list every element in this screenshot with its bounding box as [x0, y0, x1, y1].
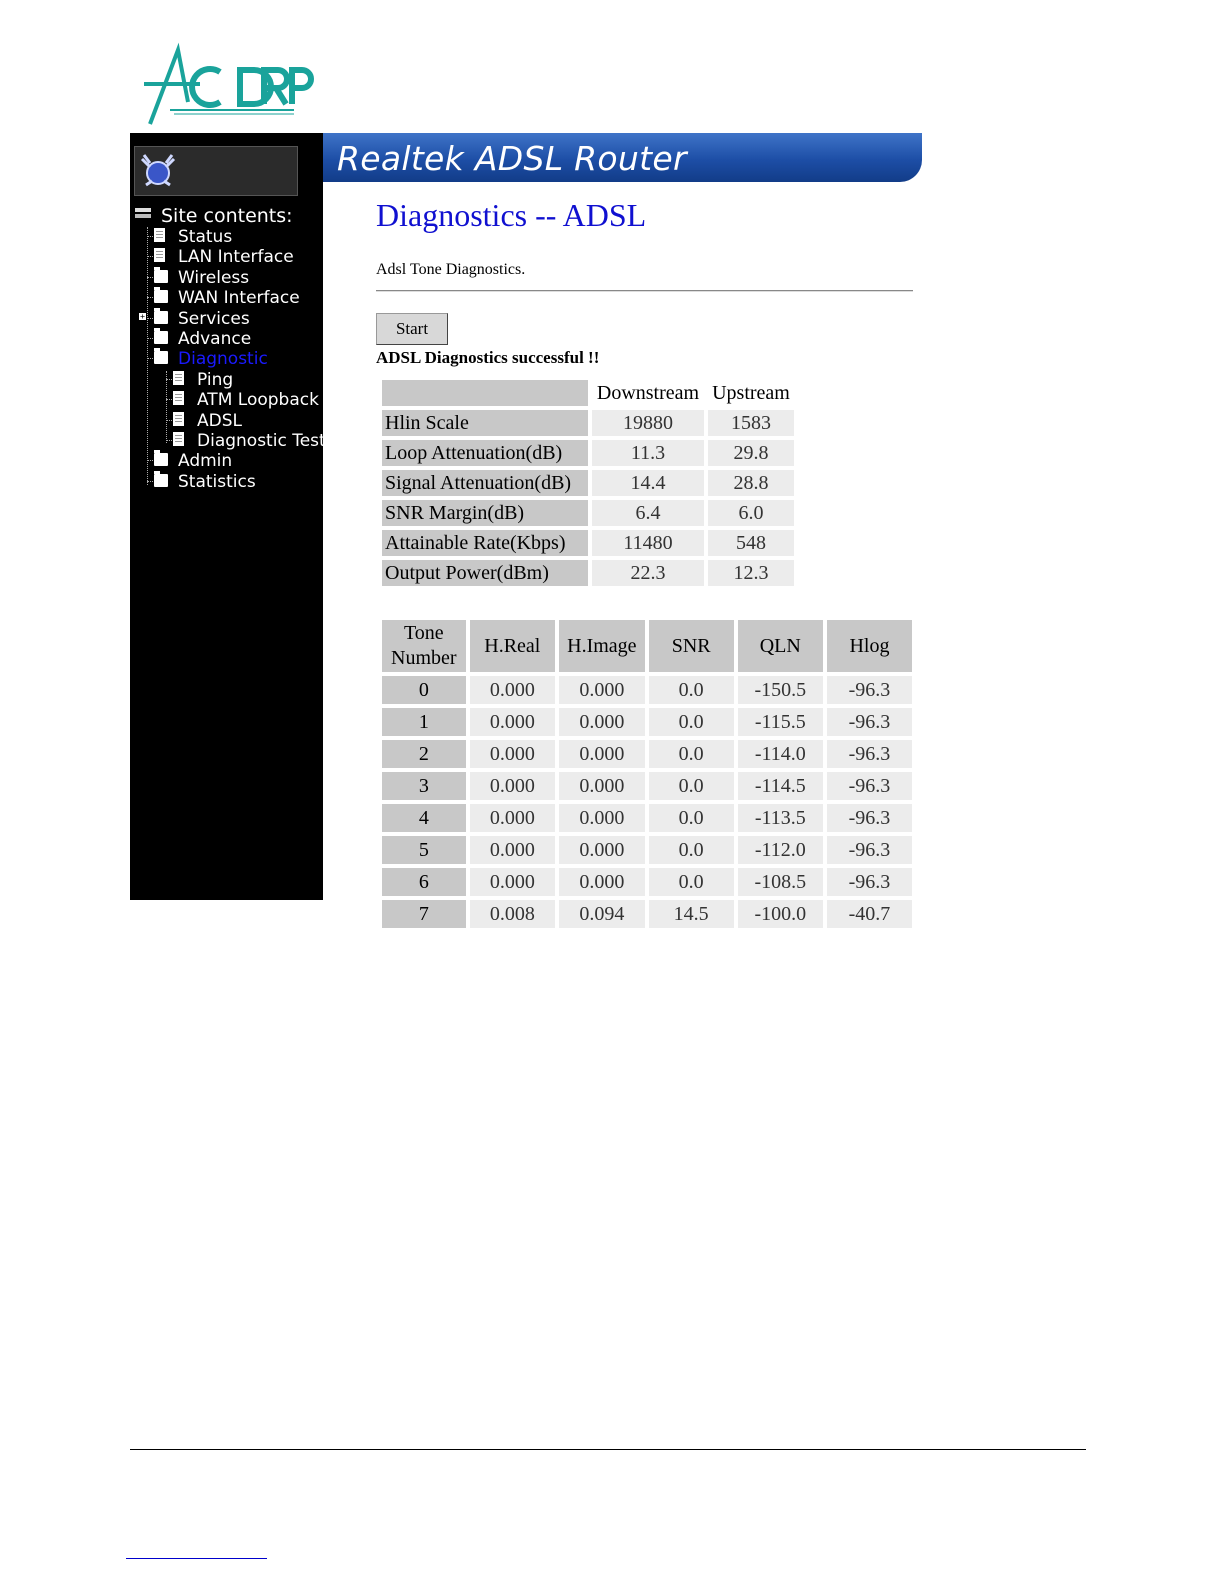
folder-open-icon — [154, 351, 168, 364]
qln-value: -100.0 — [738, 900, 823, 928]
sidebar-item-admin[interactable] — [130, 451, 323, 471]
site-contents-label: Site contents: — [161, 205, 293, 227]
expand-icon[interactable]: + — [140, 311, 145, 321]
upstream-value: 12.3 — [708, 560, 794, 586]
downstream-value: 6.4 — [592, 500, 704, 526]
header-banner — [323, 133, 922, 182]
sidebar-item-label: WAN Interface — [178, 288, 300, 309]
sidebar — [130, 133, 326, 900]
qln-header: QLN — [738, 620, 823, 672]
himage-value: 0.000 — [559, 708, 645, 736]
himage-value: 0.000 — [559, 836, 645, 864]
qln-value: -114.5 — [738, 772, 823, 800]
himage-value: 0.000 — [559, 740, 645, 768]
himage-value: 0.000 — [559, 772, 645, 800]
hreal-value: 0.000 — [470, 708, 555, 736]
tone-row — [382, 740, 912, 768]
start-button[interactable]: Start — [376, 313, 448, 345]
realtek-logo — [134, 146, 298, 196]
hreal-header: H.Real — [470, 620, 555, 672]
tone-table — [378, 616, 916, 932]
summary-label: Output Power(dBm) — [382, 560, 588, 586]
hlog-value: -96.3 — [827, 868, 912, 896]
footer-rule — [130, 1449, 1086, 1450]
upstream-value: 1583 — [708, 410, 794, 436]
hlog-value: -40.7 — [827, 900, 912, 928]
snr-value: 0.0 — [649, 804, 734, 832]
status-message: ADSL Diagnostics successful !! — [376, 348, 600, 367]
sidebar-item-lan-interface[interactable] — [130, 247, 323, 267]
tone-row — [382, 676, 912, 704]
sidebar-item-services[interactable] — [130, 309, 323, 329]
realtek-crab-icon — [138, 151, 178, 191]
upstream-value: 29.8 — [708, 440, 794, 466]
snr-value: 0.0 — [649, 708, 734, 736]
summary-row — [382, 470, 794, 496]
sidebar-item-adsl[interactable] — [130, 411, 323, 431]
hreal-value: 0.000 — [470, 836, 555, 864]
upstream-header: Upstream — [708, 380, 794, 406]
acorp-logo — [140, 44, 310, 130]
folder-icon — [154, 474, 168, 487]
hlog-value: -96.3 — [827, 708, 912, 736]
sidebar-item-label: Advance — [178, 329, 252, 349]
himage-value: 0.000 — [559, 804, 645, 832]
summary-label: Hlin Scale — [382, 410, 588, 436]
summary-row — [382, 530, 794, 556]
tone-header-line2: Number — [391, 647, 457, 669]
summary-label: SNR Margin(dB) — [382, 500, 588, 526]
downstream-value: 19880 — [592, 410, 704, 436]
banner-title: Realtek ADSL Router — [337, 139, 687, 178]
summary-row — [382, 440, 794, 466]
himage-value: 0.094 — [559, 900, 645, 928]
upstream-value: 28.8 — [708, 470, 794, 496]
summary-label: Signal Attenuation(dB) — [382, 470, 588, 496]
summary-table — [378, 376, 798, 590]
tone-header-row — [382, 620, 912, 672]
hreal-value: 0.000 — [470, 868, 555, 896]
tone-header-line1: Tone — [403, 622, 444, 644]
himage-value: 0.000 — [559, 676, 645, 704]
hlog-value: -96.3 — [827, 740, 912, 768]
snr-value: 0.0 — [649, 772, 734, 800]
document-icon — [154, 228, 165, 242]
hreal-value: 0.000 — [470, 804, 555, 832]
folder-icon — [154, 311, 168, 324]
tone-number: 7 — [382, 900, 466, 928]
sidebar-item-diagnostic-test[interactable] — [130, 431, 326, 451]
summary-label: Attainable Rate(Kbps) — [382, 530, 588, 556]
upstream-value: 548 — [708, 530, 794, 556]
sidebar-item-label: Wireless — [178, 267, 250, 288]
downstream-header: Downstream — [592, 380, 704, 406]
hlog-value: -96.3 — [827, 676, 912, 704]
page-title: Diagnostics -- ADSL — [376, 197, 647, 233]
himage-header: H.Image — [559, 620, 645, 672]
snr-value: 0.0 — [649, 740, 734, 768]
tone-row — [382, 868, 912, 896]
folder-icon — [154, 453, 168, 466]
qln-value: -115.5 — [738, 708, 823, 736]
page-subtitle: Adsl Tone Diagnostics. — [376, 261, 526, 278]
hlog-header: Hlog — [827, 620, 912, 672]
tone-number: 5 — [382, 836, 466, 864]
tone-row — [382, 708, 912, 736]
summary-label: Loop Attenuation(dB) — [382, 440, 588, 466]
tone-row — [382, 804, 912, 832]
qln-value: -113.5 — [738, 804, 823, 832]
sidebar-item-status[interactable] — [130, 227, 323, 247]
qln-value: -108.5 — [738, 868, 823, 896]
footer-link-underline — [126, 1558, 267, 1559]
divider — [376, 290, 913, 292]
sidebar-item-label: Admin — [178, 451, 233, 472]
sidebar-item-label: Diagnostic — [178, 349, 268, 370]
router-screenshot — [130, 133, 922, 925]
summary-header-blank — [382, 380, 588, 406]
himage-value: 0.000 — [559, 868, 645, 896]
hreal-value: 0.000 — [470, 740, 555, 768]
snr-value: 14.5 — [649, 900, 734, 928]
hreal-value: 0.000 — [470, 772, 555, 800]
folder-icon — [154, 270, 168, 283]
hlog-value: -96.3 — [827, 804, 912, 832]
document-icon — [173, 432, 184, 446]
summary-row — [382, 560, 794, 586]
sidebar-item-ping[interactable] — [130, 370, 323, 390]
document-icon — [154, 248, 165, 262]
qln-value: -114.0 — [738, 740, 823, 768]
tone-row — [382, 836, 912, 864]
downstream-value: 22.3 — [592, 560, 704, 586]
sidebar-item-label: Ping — [197, 369, 234, 390]
hlog-value: -96.3 — [827, 772, 912, 800]
snr-value: 0.0 — [649, 868, 734, 896]
sidebar-item-label: Diagnostic Test — [197, 431, 326, 451]
sidebar-item-label: Services — [178, 308, 250, 329]
summary-row — [382, 410, 794, 436]
sidebar-item-advance[interactable] — [130, 329, 323, 349]
sidebar-item-wan-interface[interactable] — [130, 288, 323, 308]
tone-row — [382, 772, 912, 800]
document-icon — [173, 371, 184, 385]
sidebar-item-label: LAN Interface — [178, 247, 294, 268]
document-icon — [173, 391, 184, 405]
sidebar-item-statistics[interactable] — [130, 472, 323, 492]
tone-number: 4 — [382, 804, 466, 832]
summary-row — [382, 500, 794, 526]
snr-value: 0.0 — [649, 836, 734, 864]
tone-row — [382, 900, 912, 928]
qln-value: -150.5 — [738, 676, 823, 704]
tone-number-header — [382, 620, 466, 672]
upstream-value: 6.0 — [708, 500, 794, 526]
downstream-value: 11.3 — [592, 440, 704, 466]
folder-icon — [154, 331, 168, 344]
tone-number: 6 — [382, 868, 466, 896]
document-icon — [173, 412, 184, 426]
snr-header: SNR — [649, 620, 734, 672]
hreal-value: 0.008 — [470, 900, 555, 928]
tone-number: 2 — [382, 740, 466, 768]
sidebar-item-diagnostic[interactable] — [130, 349, 323, 369]
tone-number: 3 — [382, 772, 466, 800]
snr-value: 0.0 — [649, 676, 734, 704]
tone-number: 1 — [382, 708, 466, 736]
sidebar-item-label: Status — [178, 227, 233, 247]
sidebar-item-label: Statistics — [178, 471, 256, 492]
tone-number: 0 — [382, 676, 466, 704]
hlog-value: -96.3 — [827, 836, 912, 864]
qln-value: -112.0 — [738, 836, 823, 864]
hreal-value: 0.000 — [470, 676, 555, 704]
summary-header-row — [382, 380, 794, 406]
sidebar-item-wireless[interactable] — [130, 268, 323, 288]
computer-icon — [134, 207, 152, 221]
sidebar-item-label: ATM Loopback — [197, 390, 319, 411]
sidebar-item-atm-loopback[interactable] — [130, 390, 323, 410]
folder-icon — [154, 290, 168, 303]
downstream-value: 11480 — [592, 530, 704, 556]
downstream-value: 14.4 — [592, 470, 704, 496]
sidebar-item-label: ADSL — [197, 410, 242, 431]
